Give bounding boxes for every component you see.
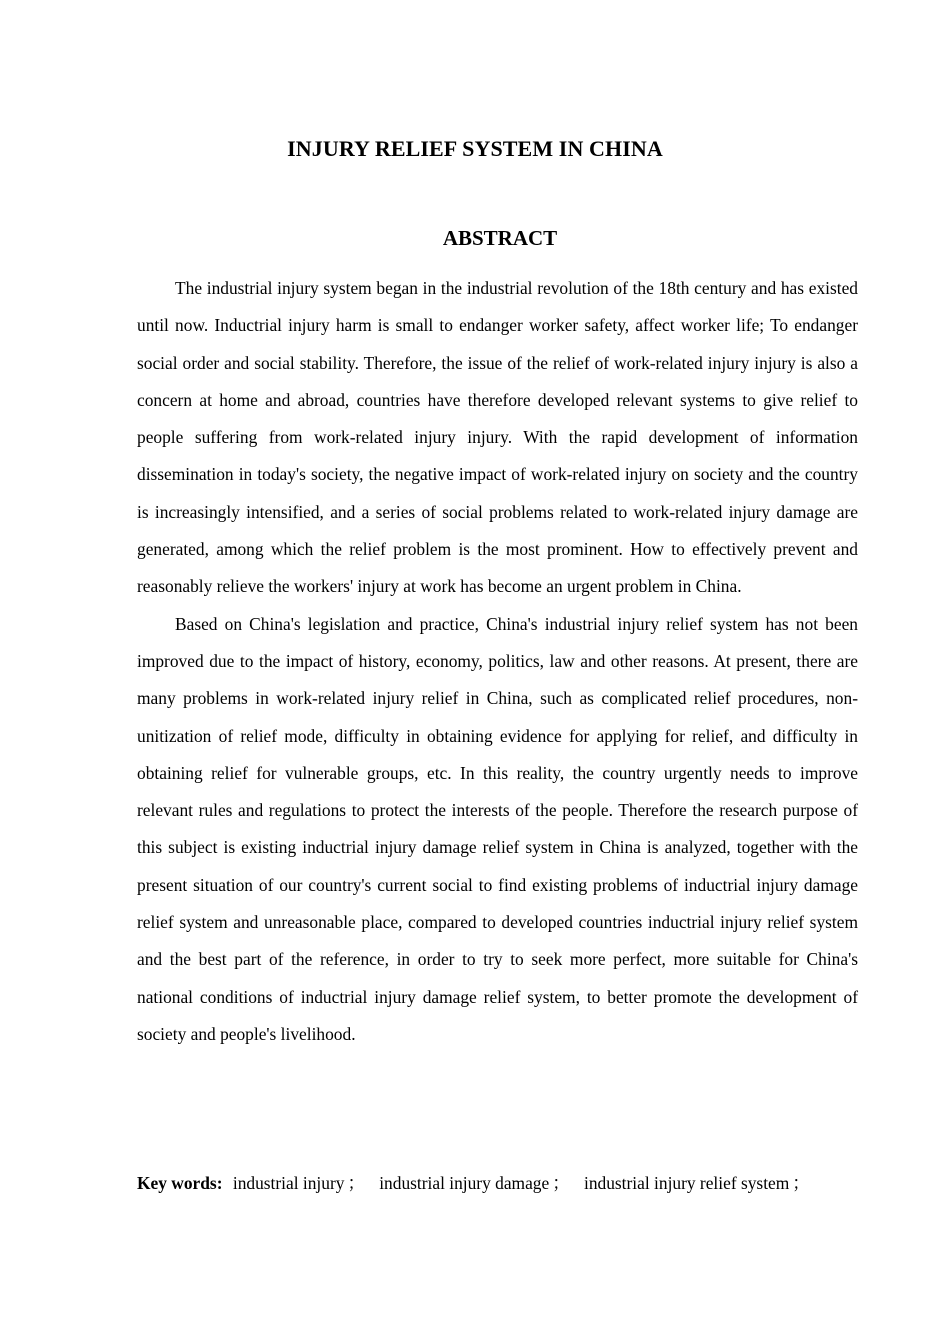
keywords-line [137,1168,877,1198]
abstract-paragraph-1: The industrial injury system began in the industrial revolution of the 18th century and has existed until now. Inductrial injury harm is small to endanger worker safety, affect worker life; To endanger social order and social stability. Therefore, the issue of the relief of work-related injury injury is also a concern at home and abroad, countries have therefore developed relevant systems to give relief to people suffering from work-related injury injury. With the rapid development of information dissemination in today's society, the negative impact of work-related injury on society and the country is increasingly intensified, and a series of social problems related to work-related injury damage are generated, among which the relief problem is the most prominent. How to effectively prevent and reasonably relieve the workers' injury at work has become an urgent problem in China. [137,278,858,597]
document-title: INJURY RELIEF SYSTEM IN CHINA [287,136,663,161]
abstract-paragraph-2: Based on China's legislation and practice, China's industrial injury relief system has not been improved due to the impact of history, economy, politics, law and other reasons. At present, there are many problems in work-related injury relief in China, such as complicated relief procedures, non-unitization of relief mode, difficulty in obtaining evidence for applying for relief, and difficulty in obtaining relief for vulnerable groups, etc. In this reality, the country urgently needs to improve relevant rules and regulations to protect the interests of the people. Therefore the research purpose of this subject is existing inductrial injury damage relief system in China is analyzed, together with the present situation of our country's current social to find existing problems of inductrial injury damage relief system and unreasonable place, compared to developed countries inductrial injury relief system and the best part of the reference, in order to try to seek more perfect, more suitable for China's national conditions of inductrial injury damage relief system, to better promote the development of society and people's livelihood. [137,613,858,1044]
keyword-separator: ； [552,1173,570,1193]
keyword-separator: ； [792,1173,810,1193]
abstract-body [137,270,858,1053]
keyword-item: industrial injury relief system [584,1173,790,1193]
keywords-label: Key words: [137,1173,223,1193]
abstract-heading: ABSTRACT [442,226,558,250]
keyword-separator: ； [347,1173,365,1193]
keyword-item: industrial injury damage [379,1173,550,1193]
keyword-item: industrial injury [232,1173,345,1193]
